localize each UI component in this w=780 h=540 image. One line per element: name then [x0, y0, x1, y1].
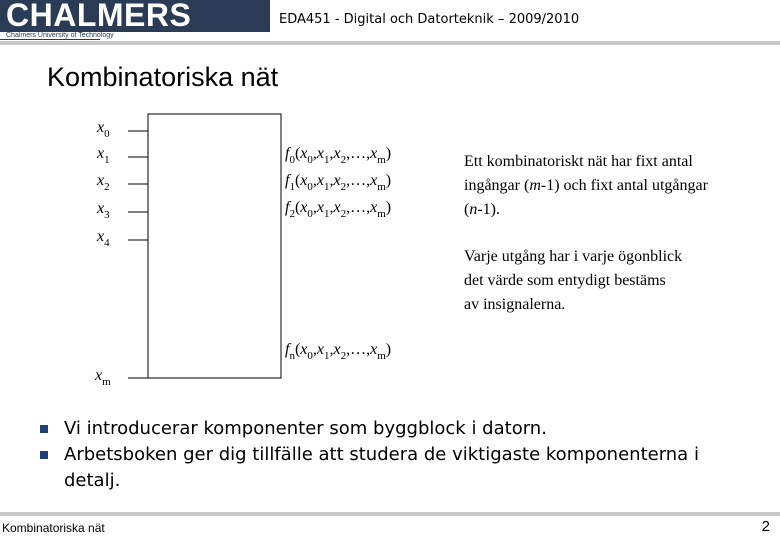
output-label-fn: $f_n(x_0,x_1,x_2,\dots,x_m)$ — [285, 341, 392, 362]
input-label-x1: $x_1$ — [97, 145, 110, 166]
input-label-x3: $x_3$ — [97, 200, 110, 221]
output-label-f1: $f_1(x_0,x_1,x_2,\dots,x_m)$ — [285, 172, 392, 193]
square-bullet-icon — [40, 451, 48, 459]
logo-subtitle: Chalmers University of Technology — [6, 32, 114, 39]
input-label-xm: $x_m$ — [95, 367, 111, 388]
footer-divider — [0, 512, 780, 516]
output-label-f0: $f_0(x_0,x_1,x_2,\dots,x_m)$ — [285, 145, 392, 166]
input-lines — [128, 131, 148, 378]
logo-text: CHALMERS — [6, 0, 192, 33]
input-labels — [94, 119, 111, 388]
network-block — [148, 114, 281, 378]
input-label-x2: $x_2$ — [97, 172, 110, 193]
slide-title: Kombinatoriska nät — [47, 62, 279, 92]
output-label-f2: $f_2(x_0,x_1,x_2,\dots,x_m)$ — [285, 199, 392, 220]
description-inputs-outputs: Ett kombinatoriskt nät har fixt antal ingångar (m-1) och fixt antal utgångar (n-1). — [464, 153, 708, 218]
footer-title: Kombinatoriska nät — [2, 521, 105, 535]
page-number: 2 — [761, 518, 770, 535]
input-label-x0: $x_0$ — [97, 119, 110, 140]
course-title: EDA451 - Digital och Datorteknik – 2009/2010 — [279, 12, 580, 27]
bullet-list — [40, 416, 740, 494]
input-label-x4: $x_4$ — [97, 228, 110, 249]
square-bullet-icon — [40, 425, 48, 433]
description-outputs: Varje utgång har i varje ögonblick det värde som entydigt bestäms av insignalerna. — [464, 248, 683, 313]
bullet-item: Arbetsboken ger dig tillfälle att studera de viktigaste komponenterna i detalj. — [40, 442, 740, 494]
output-labels — [285, 145, 391, 362]
bullet-item: Vi introducerar komponenter som byggblock i datorn. — [40, 416, 740, 442]
